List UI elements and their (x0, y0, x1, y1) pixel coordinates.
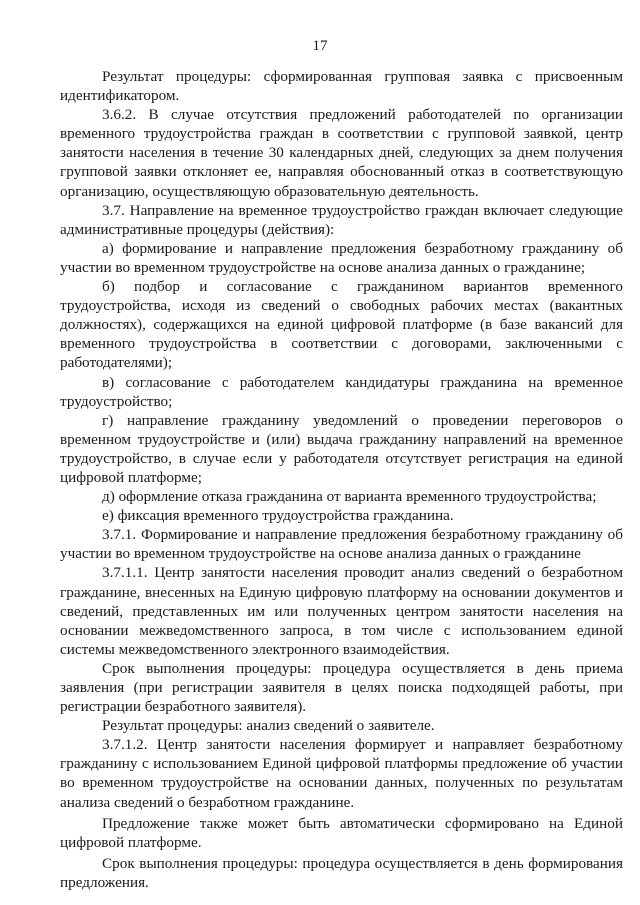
paragraph-3-7-1-1: 3.7.1.1. Центр занятости населения проводит анализ сведений о безработном гражданине, внесенных на Единую цифровую платформу на основании документов и сведений, представленных им или полученных центром занятости населения на основании межведомственного запроса, в том числе с использованием единой системы межведомственного электронного взаимодействия. (60, 564, 623, 658)
paragraph-deadline-1: Срок выполнения процедуры: процедура осуществляется в день приема заявления (при регистрации заявителя в целях поиска подходящей работы, при регистрации безработного заявителя). (60, 659, 623, 716)
page-number: 17 (312, 38, 328, 54)
list-item-g: г) направление гражданину уведомлений о проведении переговоров о временном трудоустройстве и (или) выдача гражданину направлений на временное трудоустройство, в случае если у работодателя отсутствует регистрация на единой цифровой платформе; (60, 411, 623, 486)
paragraph-3-7: 3.7. Направление на временное трудоустройство граждан включает следующие административные процедуры (действия): (60, 201, 623, 238)
paragraph-deadline-2: Срок выполнения процедуры: процедура осуществляется в день формирования предложения. (60, 854, 623, 891)
paragraph-result-analysis: Результат процедуры: анализ сведений о заявителе. (102, 717, 435, 735)
paragraph-result-group-request: Результат процедуры: сформированная групповая заявка с присвоенным идентификатором. (60, 68, 623, 105)
paragraph-3-6-2: 3.6.2. В случае отсутствия предложений работодателей по организации временного трудоустройства граждан в соответствии с групповой заявкой, центр занятости населения в течение 30 календарных дней, следующих за днем получения групповой заявки отклоняет ее, направляя обоснованный отказ в соответствующую организацию, осуществляющую образовательную деятельность. (60, 106, 623, 200)
paragraph-3-7-1-2: 3.7.1.2. Центр занятости населения формирует и направляет безработному гражданину с использованием Единой цифровой платформы предложение об участии во временном трудоустройстве на основании данных, полученных по результатам анализа сведений о безработном гражданине. (60, 736, 623, 811)
list-item-e: е) фиксация временного трудоустройства гражданина. (102, 507, 454, 525)
list-item-v: в) согласование с работодателем кандидатуры гражданина на временное трудоустройство; (60, 373, 623, 410)
list-item-d: д) оформление отказа гражданина от варианта временного трудоустройства; (102, 488, 597, 506)
paragraph-3-7-1: 3.7.1. Формирование и направление предложения безработному гражданину об участии во временном трудоустройстве на основе анализа данных о гражданине (60, 526, 623, 563)
list-item-b: б) подбор и согласование с гражданином вариантов временного трудоустройства, исходя из сведений о свободных рабочих местах (вакантных должностях), содержащихся на единой цифровой платформе (в базе вакансий для временного трудоустройства в соответствии с договорами, заключенными с работодателями); (60, 278, 623, 372)
paragraph-auto-offer: Предложение также может быть автоматически сформировано на Единой цифровой платформе. (60, 814, 623, 851)
document-body (60, 67, 623, 892)
list-item-a: а) формирование и направление предложения безработному гражданину об участии во временном трудоустройстве на основе анализа данных о гражданине; (60, 239, 623, 276)
